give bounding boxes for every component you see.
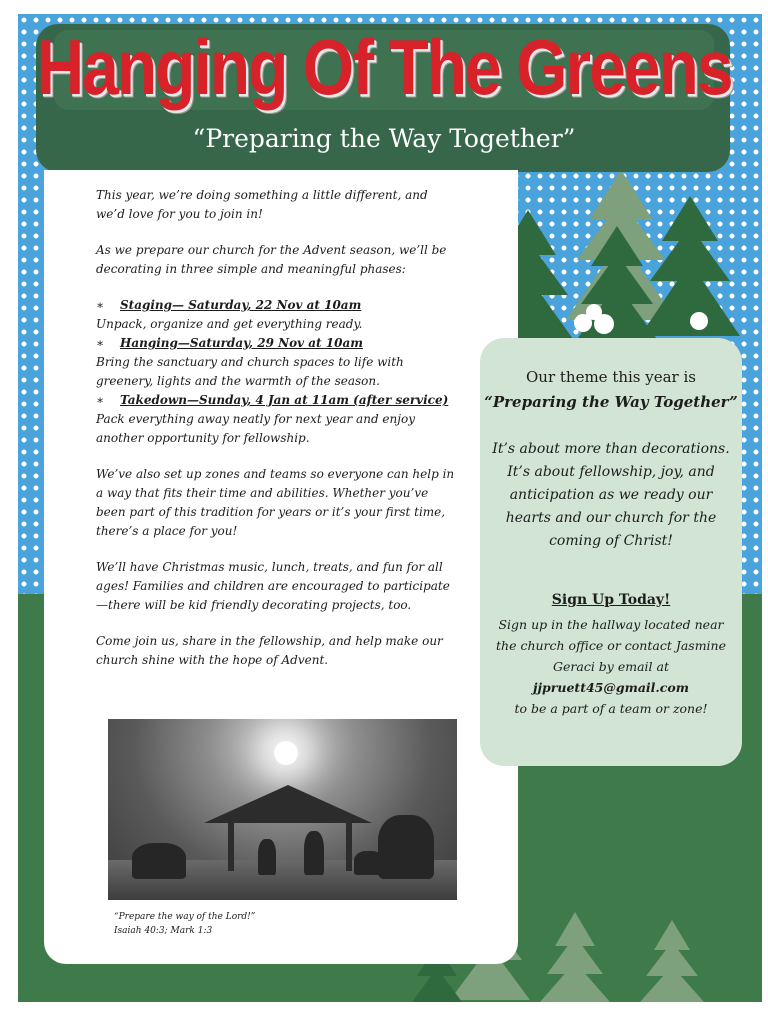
phase-description: Pack everything away neatly for next year and enjoy another opportunity for fellowship. bbox=[96, 412, 415, 445]
body-paragraph: We’ve also set up zones and teams so everyone can help in a way that fits their time and abilities. Whether you’ve been part of this tradition for years or it’s your first time, there’s a place for you! bbox=[96, 467, 455, 538]
figure-silhouette bbox=[304, 831, 324, 875]
phase-description: Unpack, organize and get everything ready. bbox=[96, 317, 363, 331]
page-subtitle: “Preparing the Way Together” bbox=[192, 124, 576, 153]
theme-panel bbox=[480, 338, 742, 766]
snowball bbox=[690, 312, 708, 330]
camel-silhouette bbox=[378, 815, 434, 879]
star-icon bbox=[274, 741, 298, 765]
theme-quote: “Preparing the Way Together” bbox=[484, 393, 738, 411]
snowball bbox=[594, 314, 614, 334]
phase-title: Staging— Saturday, 22 Nov at 10am bbox=[120, 298, 362, 312]
signup-tail: to be a part of a team or zone! bbox=[514, 701, 708, 716]
image-caption bbox=[114, 910, 255, 938]
figure-silhouette bbox=[258, 839, 276, 875]
phase-item bbox=[96, 296, 456, 315]
bullet-icon: ∗ bbox=[96, 298, 105, 312]
body-text bbox=[96, 186, 456, 687]
signup-heading: Sign Up Today! bbox=[551, 592, 671, 608]
phase-list bbox=[96, 296, 456, 448]
theme-paragraph: It’s about more than decorations. It’s about fellowship, joy, and anticipation as we ready our hearts and our church for the coming of Christ! bbox=[492, 441, 730, 549]
pine-tree-light bbox=[640, 920, 704, 1002]
page-title: Hanging Of The Greens bbox=[36, 23, 732, 111]
body-paragraph: Come join us, share in the fellowship, and help make our church shine with the hope of Advent. bbox=[96, 634, 443, 667]
nativity-image bbox=[108, 719, 457, 900]
theme-intro: Our theme this year is bbox=[525, 368, 696, 386]
bullet-icon: ∗ bbox=[96, 393, 105, 407]
phase-description: Bring the sanctuary and church spaces to life with greenery, lights and the warmth of the season. bbox=[96, 355, 404, 388]
intro-paragraph: As we prepare our church for the Advent season, we’ll be decorating in three simple and meaningful phases: bbox=[96, 243, 447, 276]
intro-paragraph: This year, we’re doing something a little different, and we’d love for you to join in! bbox=[96, 188, 428, 221]
animal-silhouette bbox=[354, 851, 384, 875]
signup-instructions: Sign up in the hallway located near the church office or contact Jasmine Geraci by email at bbox=[496, 617, 726, 674]
body-paragraph: We’ll have Christmas music, lunch, treats, and fun for all ages! Families and children are encouraged to participate—there will be kid friendly decorating projects, too. bbox=[96, 560, 450, 612]
stable-roof bbox=[204, 785, 372, 823]
stable-post bbox=[346, 823, 352, 871]
phase-title: Hanging—Saturday, 29 Nov at 10am bbox=[120, 336, 363, 350]
phase-item bbox=[96, 391, 456, 410]
animal-silhouette bbox=[132, 843, 186, 879]
signup-text bbox=[480, 614, 742, 719]
caption-reference: Isaiah 40:3; Mark 1:3 bbox=[114, 926, 213, 936]
phase-item bbox=[96, 334, 456, 353]
caption-quote: “Prepare the way of the Lord!” bbox=[114, 912, 256, 922]
pine-tree-light bbox=[540, 912, 610, 1002]
stable-post bbox=[228, 823, 234, 871]
bullet-icon: ∗ bbox=[96, 336, 105, 350]
phase-title: Takedown—Sunday, 4 Jan at 11am (after service) bbox=[120, 393, 449, 407]
contact-email-link[interactable]: jjpruett45@gmail.com bbox=[533, 680, 689, 695]
